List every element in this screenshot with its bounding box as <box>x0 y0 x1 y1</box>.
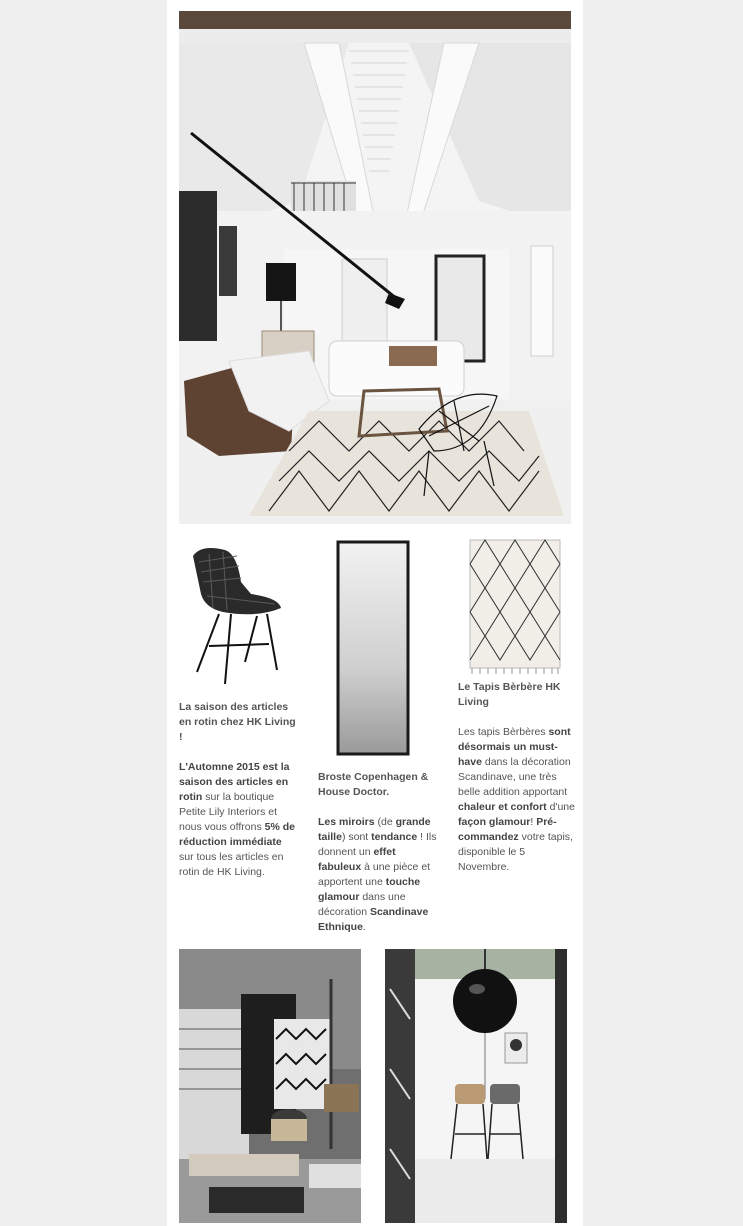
berber-rug-icon <box>458 534 578 676</box>
body-text-bold: Scandinave Ethnique <box>318 906 429 933</box>
product-title-mirror: Broste Copenhagen & House Doctor. <box>318 771 429 798</box>
product-body-rattan <box>179 760 299 880</box>
product-title-rug: Le Tapis Bèrbère HK Living <box>458 681 561 708</box>
rugs-display-illustration <box>179 949 361 1223</box>
body-text-bold: effet fabuleux <box>318 846 396 873</box>
body-text: ! Ils donnent un <box>318 831 437 858</box>
hero-living-room-image[interactable] <box>179 11 571 524</box>
body-text-bold: chaleur et confort <box>458 801 547 813</box>
rattan-chair-icon <box>179 534 299 694</box>
body-text: dans la décoration Scandinave, une très belle addition apportant <box>458 756 571 798</box>
body-text: . <box>362 921 366 933</box>
newsletter-content <box>167 0 583 1226</box>
bar-stools-illustration <box>385 949 567 1223</box>
body-text-bold: Les miroirs <box>318 816 375 828</box>
body-text: votre tapis, disponible le 5 Novembre. <box>458 831 573 873</box>
body-text: dans une décoration <box>318 891 406 918</box>
body-text: ) sont <box>341 831 372 843</box>
body-text: ! <box>530 816 537 828</box>
body-text-bold: Pré-commandez <box>458 816 557 843</box>
product-column-rug <box>458 534 578 875</box>
product-body-rug <box>458 725 578 875</box>
product-column-mirror <box>318 534 438 935</box>
product-body-mirror <box>318 815 438 935</box>
body-text: d'une <box>546 801 575 813</box>
living-room-illustration <box>179 11 571 524</box>
body-text-bold: L'Automne 2015 est la saison des articles en rotin <box>179 761 290 803</box>
body-text-bold: grande taille <box>318 816 431 843</box>
body-text-bold: façon glamour <box>458 816 531 828</box>
product-column-rattan <box>179 534 299 880</box>
rugs-display-image[interactable] <box>179 949 361 1223</box>
product-title-rattan: La saison des articles en rotin chez HK Living ! <box>179 701 296 743</box>
product-image-rattan-chair[interactable] <box>179 534 299 700</box>
product-image-floor-mirror[interactable] <box>318 534 438 770</box>
floor-mirror-icon <box>318 534 438 764</box>
body-text-bold: sont désormais un must-have <box>458 726 571 768</box>
body-text: sur tous les articles en rotin de HK Living. <box>179 851 284 878</box>
product-image-berber-rug[interactable] <box>458 534 578 680</box>
body-text-bold: touche glamour <box>318 876 421 903</box>
body-text-bold: tendance <box>371 831 418 843</box>
body-text: à une pièce et apportent une <box>318 861 431 888</box>
body-text: (de <box>374 816 396 828</box>
body-text: sur la boutique Petite Lily Interiors et nous vous offrons <box>179 791 278 833</box>
bar-stools-image[interactable] <box>385 949 567 1223</box>
body-text-bold: 5% de réduction immédiate <box>179 821 295 848</box>
body-text: Les tapis Bèrbères <box>458 726 549 738</box>
